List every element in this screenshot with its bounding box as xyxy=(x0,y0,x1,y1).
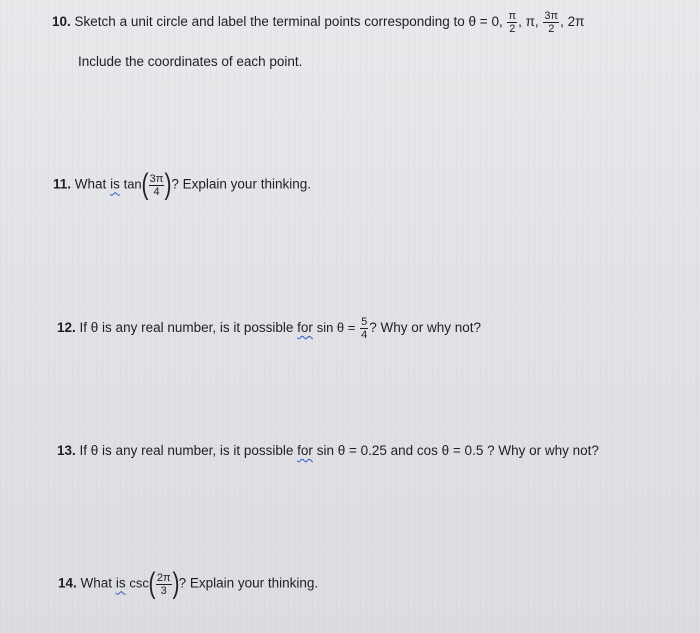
question-number: 11. xyxy=(53,176,72,192)
question-text-end: sin θ = 0.25 and cos θ = 0.5 ? Why or why not? xyxy=(316,443,599,458)
fraction-denominator: 4 xyxy=(153,185,160,198)
fraction-denominator: 3 xyxy=(160,584,167,597)
spellcheck-word: for xyxy=(297,443,313,458)
question-14 xyxy=(58,569,318,599)
question-text: If θ is any real number, is it possible xyxy=(79,443,294,458)
fraction-denominator: 2 xyxy=(509,23,516,35)
value-2pi: , 2π xyxy=(560,14,585,30)
fraction-numerator: 3π xyxy=(544,10,559,22)
left-paren: ( xyxy=(141,168,149,201)
fraction-3pi-over-4 xyxy=(149,173,165,198)
question-text: If θ is any real number, is it possible xyxy=(79,320,294,336)
fraction-numerator: 2π xyxy=(156,571,171,584)
function-name: csc xyxy=(129,575,149,591)
question-12 xyxy=(57,316,481,341)
fraction-numerator: 3π xyxy=(149,172,164,185)
left-paren: ( xyxy=(148,567,156,600)
theta-equals: θ = 0, xyxy=(468,14,503,30)
question-text: What xyxy=(80,575,113,591)
value-pi: , π, xyxy=(518,14,539,30)
fraction-2pi-over-3 xyxy=(156,572,172,597)
question-number: 12. xyxy=(57,320,76,336)
question-11 xyxy=(53,170,311,200)
fraction-numerator: π xyxy=(508,10,517,22)
spellcheck-word: is xyxy=(115,575,126,591)
question-number: 14. xyxy=(58,575,77,591)
question-text: Sketch a unit circle and label the terminal points corresponding to xyxy=(74,14,465,30)
fraction-5-over-4 xyxy=(360,316,368,341)
question-text-end: ? Explain your thinking. xyxy=(171,176,311,192)
fraction-numerator: 5 xyxy=(361,316,368,328)
question-10-line-2: Include the coordinates of each point. xyxy=(78,54,303,69)
question-text: What xyxy=(74,176,107,192)
question-number: 13. xyxy=(57,443,76,458)
right-paren: ) xyxy=(164,168,172,201)
fraction-denominator: 2 xyxy=(548,23,555,35)
question-13 xyxy=(57,442,599,459)
spellcheck-word: for xyxy=(297,320,313,336)
right-paren: ) xyxy=(172,567,180,600)
question-text-end: ? Explain your thinking. xyxy=(178,575,319,591)
fraction-3pi-over-2 xyxy=(543,10,559,35)
question-number: 10. xyxy=(52,14,71,30)
fraction-denominator: 4 xyxy=(361,329,368,341)
function-name: tan xyxy=(123,176,142,192)
expression: sin θ = xyxy=(316,320,356,336)
question-text-end: ? Why or why not? xyxy=(369,320,482,336)
spellcheck-word: is xyxy=(110,176,120,192)
fraction-pi-over-2 xyxy=(507,10,517,35)
question-10 xyxy=(52,10,584,35)
